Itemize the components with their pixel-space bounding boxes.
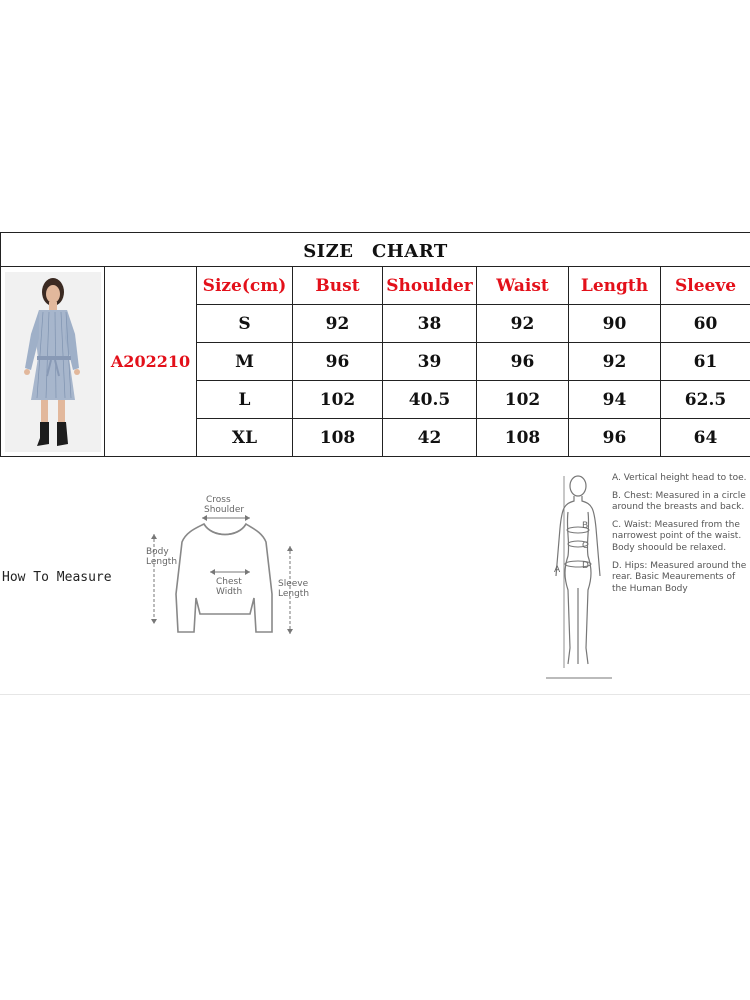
table-cell: M (197, 343, 293, 381)
table-cell: 108 (293, 419, 383, 457)
table-cell: S (197, 305, 293, 343)
point-d-label: D (582, 561, 589, 571)
table-cell: 94 (569, 381, 661, 419)
product-photo (1, 267, 105, 457)
table-cell: 61 (661, 343, 750, 381)
point-c-label: C (582, 541, 589, 551)
table-cell: 96 (293, 343, 383, 381)
header-size: Size(cm) (197, 267, 293, 305)
body-measure-figure (542, 468, 612, 688)
table-cell: 64 (661, 419, 750, 457)
point-a-label: A (554, 565, 561, 575)
chest-width-label-1: Chest (216, 577, 242, 587)
measure-notes (612, 473, 748, 601)
table-cell: L (197, 381, 293, 419)
point-b-label: B (582, 521, 589, 531)
cross-shoulder-label-1: Cross (206, 495, 231, 505)
table-cell: 42 (383, 419, 477, 457)
chest-width-label-2: Width (216, 587, 243, 597)
sleeve-length-label-2: Length (278, 589, 310, 599)
how-to-measure-label: How To Measure (2, 570, 112, 585)
table-cell: 102 (293, 381, 383, 419)
table-cell: 39 (383, 343, 477, 381)
table-cell: XL (197, 419, 293, 457)
header-length: Length (569, 267, 661, 305)
header-bust: Bust (293, 267, 383, 305)
garment-measure-diagram (138, 494, 318, 644)
table-cell: 92 (477, 305, 569, 343)
table-cell: 102 (477, 381, 569, 419)
note-b: B. Chest: Measured in a circle around the breasts and back. (612, 490, 746, 513)
table-cell: 90 (569, 305, 661, 343)
table-cell: 38 (383, 305, 477, 343)
header-sleeve: Sleeve (661, 267, 750, 305)
table-cell: 40.5 (383, 381, 477, 419)
table-cell: 60 (661, 305, 750, 343)
size-chart-title: SIZE CHART (1, 233, 750, 267)
table-cell: 96 (569, 419, 661, 457)
model-photo-illustration (5, 272, 101, 452)
note-c: C. Waist: Measured from the narrowest point of the waist. Body shoould be relaxed. (612, 519, 742, 553)
table-cell: 108 (477, 419, 569, 457)
note-a: A. Vertical height head to toe. (612, 473, 747, 483)
product-code: A202210 (105, 267, 197, 457)
note-d: D. Hips: Measured around the rear. Basic Meaurements of the Human Body (612, 560, 747, 594)
table-cell: 96 (477, 343, 569, 381)
how-to-measure-section (0, 460, 750, 695)
header-shoulder: Shoulder (383, 267, 477, 305)
body-length-label-1: Body (146, 547, 169, 557)
header-waist: Waist (477, 267, 569, 305)
body-length-label-2: Length (146, 557, 178, 567)
size-chart (0, 232, 750, 457)
table-cell: 62.5 (661, 381, 750, 419)
size-chart-table (0, 232, 750, 457)
sleeve-length-label-1: Sleeve (278, 579, 309, 589)
table-cell: 92 (293, 305, 383, 343)
cross-shoulder-label-2: Shoulder (204, 505, 245, 515)
table-cell: 92 (569, 343, 661, 381)
